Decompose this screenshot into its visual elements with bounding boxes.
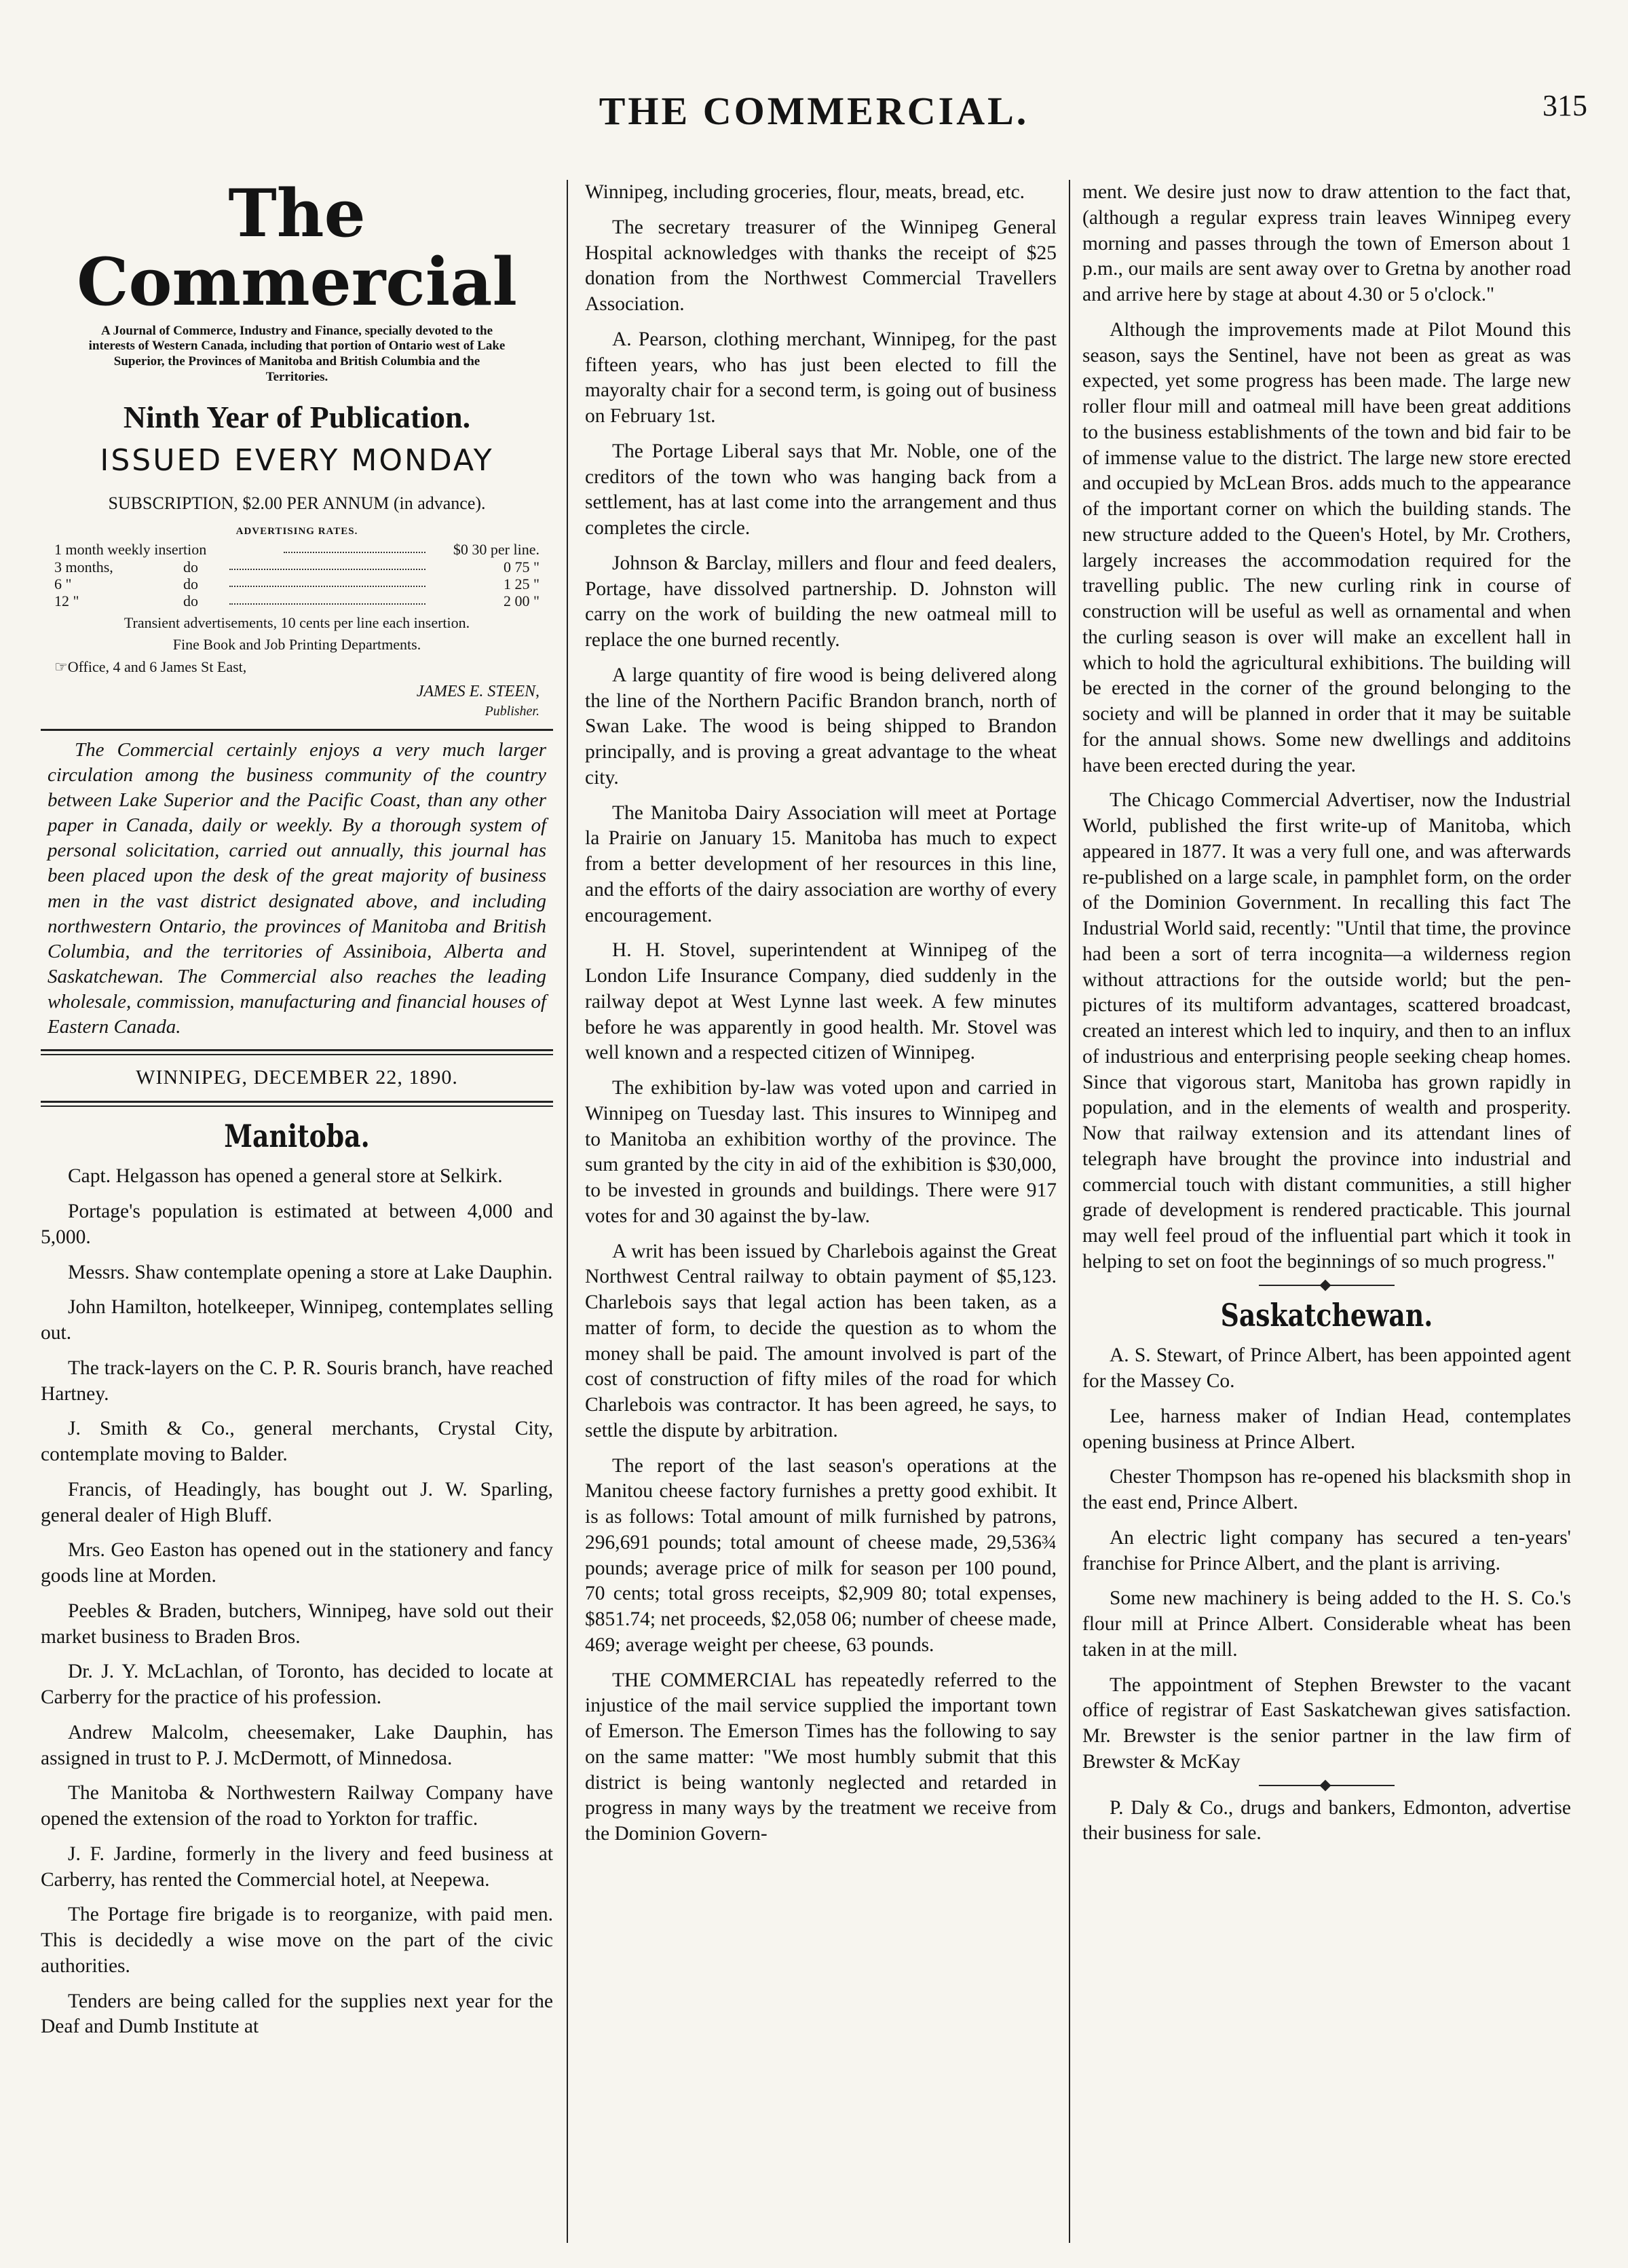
rates-table (41, 541, 553, 609)
news-item: Peebles & Braden, butchers, Winnipeg, have sold out their market business to Braden Bros. (41, 1600, 553, 1648)
journal-description: A Journal of Commerce, Industry and Finance, specially devoted to the interests of Western Canada, including that portion of Ontario west of Lake Superior, the Provinces of Manitoba and British Columbia and the Territories. (88, 323, 506, 384)
column-2 (585, 180, 1057, 2243)
divider (41, 729, 553, 731)
news-item: Portage's population is estimated at between 4,000 and 5,000. (41, 1201, 553, 1248)
page-number: 315 (1542, 89, 1587, 122)
news-item: A large quantity of fire wood is being delivered along the line of the Northern Pacific Brandon branch, north of Swan Lake. The wood is being shipped to Brandon principally, and is proving a great advantage to the wheat city. (585, 664, 1057, 789)
news-item: Some new machinery is being added to the H. S. Co.'s flour mill at Prince Albert. Considerable wheat has been taken in at the mill. (1082, 1587, 1571, 1661)
column-rule (1069, 180, 1070, 2243)
paper-title: The Commercial (77, 180, 517, 320)
divider (1259, 1285, 1395, 1286)
news-item: The Portage fire brigade is to reorganize, with paid men. This is decidedly a wise move on the part of the civic authorities. (41, 1904, 553, 1977)
rate-row (54, 592, 539, 609)
news-item: J. Smith & Co., general merchants, Crystal City, contemplate moving to Balder. (41, 1418, 553, 1466)
rate-row (54, 559, 539, 575)
page-header (41, 88, 1587, 149)
news-item: Lee, harness maker of Indian Head, contemplates opening business at Prince Albert. (1082, 1405, 1571, 1453)
news-item: A writ has been issued by Charlebois against the Great Northwest Central railway to obtain payment of $5,123. Charlebois says that legal action has been taken, as a matter of form, to decide the question as to whom the money shall be paid. The amount involved is part of the cost of construction of fifty miles of the road for which Charlebois was contractor. It has been agreed, he says, to settle the dispute by arbitration. (585, 1240, 1057, 1441)
issued-every-monday: ISSUED EVERY MONDAY (100, 442, 494, 478)
section-heading-manitoba: Manitoba. (224, 1117, 370, 1154)
news-item: THE COMMERCIAL has repeatedly referred to the injustice of the mail service supplied the important town of Emerson. The Emerson Times has the following to say on the same matter: "We most humbly submit that this district is being wantonly neglected and retarded in progress in many ways by the treatment we receive from the Dominion Govern- (585, 1669, 1057, 1845)
news-item: John Hamilton, hotelkeeper, Winnipeg, contemplates selling out. (41, 1296, 553, 1344)
news-item: Dr. J. Y. McLachlan, of Toronto, has decided to locate at Carberry for the practice of his profession. (41, 1661, 553, 1709)
publisher-name: JAMES E. STEEN, (416, 682, 539, 700)
saskatchewan-items (1082, 1343, 1571, 1775)
dateline: WINNIPEG, DECEMBER 22, 1890. (136, 1066, 458, 1089)
news-item: H. H. Stovel, superintendent at Winnipeg of the London Life Insurance Company, died suddenly in the railway depot at West Lynne last week. A few minutes before he was apparently in good health. Mr. Stovel was well known and a respected citizen of Winnipeg. (585, 939, 1057, 1064)
rate-period: 3 months, (54, 558, 113, 575)
news-item: Andrew Malcolm, cheesemaker, Lake Dauphin, has assigned in trust to P. J. McDermott, of Minnedosa. (41, 1721, 553, 1769)
section-heading-saskatchewan: Saskatchewan. (1220, 1296, 1433, 1334)
divider (41, 1101, 553, 1107)
news-item: The Manitoba & Northwestern Railway Company have opened the extension of the road to Yorkton for traffic. (41, 1782, 553, 1830)
column-1 (41, 180, 553, 2243)
news-item: Tenders are being called for the supplies next year for the Deaf and Dumb Institute at (41, 1990, 553, 2038)
news-item: ment. We desire just now to draw attention to the fact that, (although a regular express train leaves Winnipeg every morning and passes through the town of Emerson about 1 p.m., our mails are sent away over to Gretna by another road and arrive here by stage at about 4.30 or 5 o'clock." (1082, 181, 1571, 305)
news-item: The Portage Liberal says that Mr. Noble, one of the creditors of the town who was hanging back from a settlement, has at last come into the arrangement and thus completes the circle. (585, 440, 1057, 539)
news-item: The Manitoba Dairy Association will meet at Portage la Prairie on January 15. Manitoba has much to expect from a better development of her resources in this line, and the efforts of the dairy association are worthy of every encouragement. (585, 801, 1057, 926)
ninth-year: Ninth Year of Publication. (123, 399, 471, 434)
news-item: The track-layers on the C. P. R. Souris branch, have reached Hartney. (41, 1357, 553, 1405)
news-item: Although the improvements made at Pilot Mound this season, says the Sentinel, have not been as great as was expected, yet some progress has been made. The large new roller flour mill and oatmeal mill have been great additions to the business establishments of the town and bid fair to be of immense value to the district. The large new store erected and occupied by McLean Bros. adds much to the appearance of the important corner on which the building stands. The new structure added to the Queen's Hotel, by Mr. Crothers, largely increases the accommodation required for the travelling public. The new curling rink in course of construction will be useful as well as ornamental and when the curling season is over will make an excellent hall in which to hold the agricultural exhibitions. The building will be erected in the corner of the ground belonging to the society and will be planned in order that it may be suitable for the annual shows. Some new dwellings and additoins have been erected during the year. (1082, 318, 1571, 776)
news-item: The Chicago Commercial Advertiser, now the Industrial World, published the first write-up of Manitoba, which appeared in 1877. It was a very full one, and was afterwards re-published on a large scale, in pamphlet form, on the order of the Dominion Government. In recalling this fact The Industrial World said, recently: "Until that time, the province had been a sort of terra incognita—a wilderness region without attractions for the outside world; but the pen-pictures of its multiform advantages, scattered broadcast, created an interest which led to inquiry, and then to an influx of industrious and enterprising people seeking cheap homes. Since that vigorous start, Manitoba has grown rapidly in population, and in the elements of wealth and prosperity. Now that railway extension and its attendant lines of telegraph have brought the province into industrial and commercial touch with distant communities, a still higher grade of development is rendered practicable. This journal may well feel proud of the influential part which it took in helping to set on foot the beginnings of so much progress." (1082, 789, 1571, 1272)
rate-price: 2 00 " (504, 592, 539, 610)
news-item: A. S. Stewart, of Prince Albert, has been appointed agent for the Massey Co. (1082, 1344, 1571, 1393)
news-item: Messrs. Shaw contemplate opening a store at Lake Dauphin. (68, 1261, 553, 1283)
rate-price: 0 75 " (504, 558, 539, 575)
publisher-role: Publisher. (485, 704, 539, 719)
circulation-notice: The Commercial certainly enjoys a very much larger circulation among the business community of the country between Lake Superior and the Pacific Coast, than any other paper in Canada, daily or weekly. By a thorough system of personal solicitation, carried out annually, this journal has been placed upon the desk of the great majority of business men in the vast district designated above, and including northwestern Ontario, the provinces of Manitoba and British Columbia, and the territories of Assiniboia, Alberta and Saskatchewan. The Commercial also reaches the leading wholesale, commission, manufacturing and financial houses of Eastern Canada. (48, 738, 546, 1038)
news-item: A. Pearson, clothing merchant, Winnipeg, for the past fifteen years, who has just been elected to fill the mayoralty chair for a second term, is going out of business on February 1st. (585, 328, 1057, 427)
rate-price: $0 30 per line. (453, 541, 539, 559)
rate-period: 12 " (54, 592, 79, 610)
column-2-items (585, 180, 1057, 1847)
news-item: J. F. Jardine, formerly in the livery and feed business at Carberry, has rented the Commercial hotel, at Neepewa. (41, 1842, 553, 1891)
news-item: Mrs. Geo Easton has opened out in the stationery and fancy goods line at Morden. (41, 1539, 553, 1587)
manitoba-items (41, 1164, 553, 2040)
rate-row (54, 541, 539, 558)
news-item: The secretary treasurer of the Winnipeg General Hospital acknowledges with thanks the receipt of $25 donation from the Northwest Commercial Travellers Association. (585, 216, 1057, 315)
column-rule (567, 180, 568, 2243)
rate-period: 1 month weekly insertion (54, 541, 207, 559)
news-item: An electric light company has secured a ten-years' franchise for Prince Albert, and the plant is arriving. (1082, 1526, 1571, 1574)
rate-ditto: do (183, 592, 198, 610)
rate-ditto: do (183, 575, 198, 593)
rate-ditto: do (183, 558, 198, 575)
masthead: THE COMMERCIAL. (599, 89, 1029, 133)
printing-departments: Fine Book and Job Printing Departments. (172, 636, 421, 653)
rate-row (54, 575, 539, 592)
news-item: Chester Thompson has re-opened his blacksmith shop in the east end, Prince Albert. (1082, 1466, 1571, 1514)
news-item: Johnson & Barclay, millers and flour and feed dealers, Portage, have dissolved partnership. D. Johnston will carry on the work of building the new oatmeal mill to replace the one burned recently. (585, 552, 1057, 651)
transient-ads: Transient advertisements, 10 cents per line each insertion. (124, 613, 470, 631)
news-item: Winnipeg, including groceries, flour, meats, bread, etc. (585, 181, 1025, 203)
office-address: ☞Office, 4 and 6 James St East, (54, 658, 247, 676)
column-3-items (1082, 180, 1571, 1275)
news-item: P. Daly & Co., drugs and bankers, Edmonton, advertise their business for sale. (1082, 1796, 1571, 1845)
news-item: Francis, of Headingly, has bought out J. W. Sparling, general dealer of High Bluff. (41, 1478, 553, 1526)
advertising-rates-title: ADVERTISING RATES. (235, 526, 358, 537)
divider (41, 1049, 553, 1055)
news-item: The report of the last season's operations at the Manitou cheese factory furnishes a pretty good exhibit. It is as follows: Total amount of milk furnished by patrons, 296,691 pounds; total amount of cheese made, 29,536¾ pounds; average price of milk for season per 100 pound, 70 cents; total gross receipts, $2,909 80; total expenses, $851.74; net proceeds, $2,058 06; number of cheese made, 469; average weight per cheese, 63 pounds. (585, 1454, 1057, 1656)
subscription-price: SUBSCRIPTION, $2.00 PER ANNUM (in advance). (108, 493, 486, 513)
rate-period: 6 " (54, 575, 72, 593)
column-3 (1082, 180, 1571, 2243)
news-item: The exhibition by-law was voted upon and carried in Winnipeg on Tuesday last. This insures to Winnipeg and to Manitoba an exhibition worthy of the province. The sum granted by the city in aid of the exhibition is $30,000, to be invested in grounds and buildings. There were 917 votes for and 30 against the by-law. (585, 1077, 1057, 1227)
divider (1259, 1785, 1395, 1786)
news-item: Capt. Helgasson has opened a general store at Selkirk. (68, 1165, 503, 1188)
rate-price: 1 25 " (504, 575, 539, 593)
news-item: The appointment of Stephen Brewster to the vacant office of registrar of East Saskatchewan gives satisfaction. Mr. Brewster is the senior partner in the law firm of Brewster & McKay (1082, 1674, 1571, 1773)
